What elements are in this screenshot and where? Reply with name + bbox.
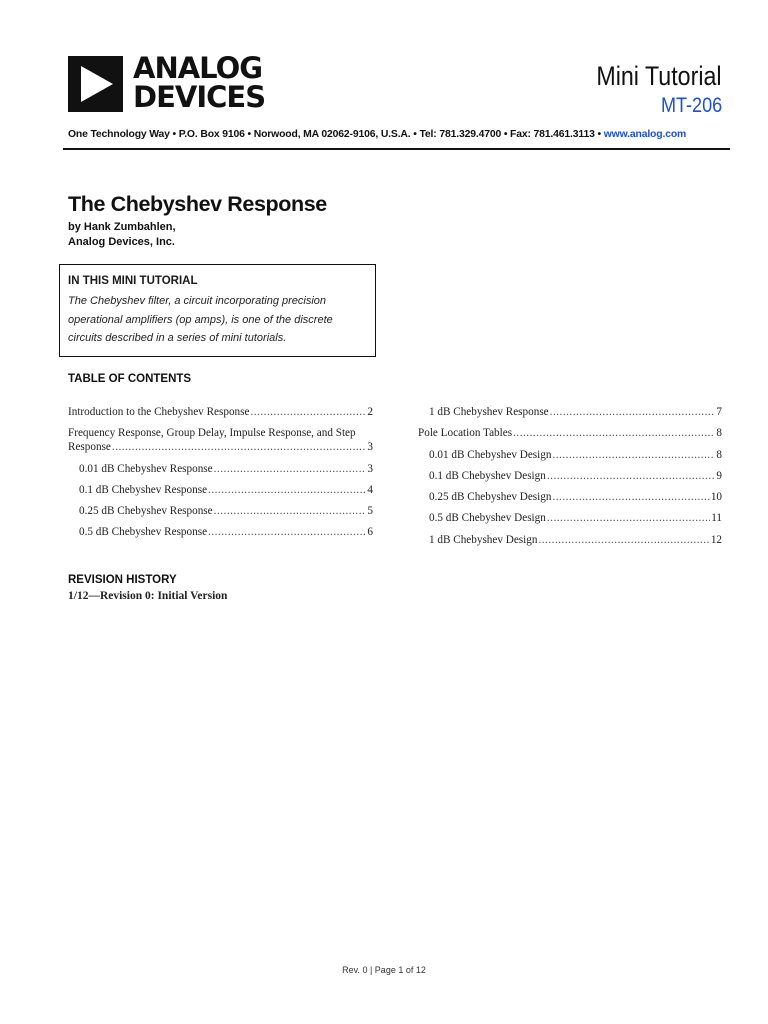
document-number: MT-206 (660, 94, 722, 117)
toc-entry-pole-location-tables[interactable] (418, 426, 722, 440)
toc-page-number: 5 (367, 505, 373, 518)
toc-heading: TABLE OF CONTENTS (68, 373, 192, 385)
author-name: by Hank Zumbahlen, (68, 221, 176, 233)
company-address (68, 128, 722, 141)
toc-entry-001db-response[interactable] (68, 462, 373, 476)
toc-page-number: 2 (367, 406, 373, 418)
author-company: Analog Devices, Inc. (68, 236, 175, 248)
revision-history-heading: REVISION HISTORY (68, 574, 177, 586)
toc-page-number: 7 (716, 406, 722, 418)
toc-entry-1db-response[interactable] (418, 405, 722, 419)
toc-entry-label: 0.5 dB Chebyshev Response (79, 526, 208, 539)
toc-page-number: 8 (716, 427, 722, 440)
logo-line-analog: ANALOG (133, 51, 263, 85)
toc-page-number: 6 (367, 526, 373, 539)
toc-dot-leader (112, 440, 367, 454)
toc-dot-leader (547, 511, 710, 525)
toc-page-number: 9 (716, 469, 722, 482)
toc-entry-025db-design[interactable] (418, 490, 722, 504)
logo-line-devices: DEVICES (133, 80, 266, 114)
toc-page-number: 8 (716, 448, 722, 461)
toc-entry-01db-response[interactable] (68, 483, 373, 497)
toc-entry-intro[interactable] (68, 405, 373, 419)
toc-left-column (68, 405, 373, 547)
toc-dot-leader (250, 405, 366, 419)
toc-dot-leader (214, 462, 367, 476)
toc-entry-label: 0.01 dB Chebyshev Design (429, 448, 552, 461)
toc-dot-leader (552, 490, 709, 504)
toc-entry-label: 0.1 dB Chebyshev Design (429, 469, 546, 482)
header-divider (63, 148, 730, 150)
toc-page-number: 10 (710, 491, 722, 504)
toc-entry-01db-design[interactable] (418, 469, 722, 483)
toc-page-number: 3 (367, 462, 373, 475)
tutorial-box-heading: IN THIS MINI TUTORIAL (68, 275, 198, 287)
toc-dot-leader (550, 405, 716, 419)
toc-dot-leader (538, 533, 709, 547)
address-text: One Technology Way • P.O. Box 9106 • Norwood, MA 02062-9106, U.S.A. • Tel: 781.329.4700 • Fax: 781.461.3113 • (68, 129, 601, 140)
toc-page-number: 4 (367, 483, 373, 496)
toc-dot-leader (552, 448, 715, 462)
play-triangle-icon (68, 56, 123, 112)
document-type: Mini Tutorial (596, 61, 722, 91)
toc-dot-leader (214, 504, 367, 518)
toc-entry-label: 0.25 dB Chebyshev Design (429, 491, 552, 504)
page-title: The Chebyshev Response (68, 192, 327, 216)
toc-right-column (418, 405, 722, 554)
toc-entry-label: 1 dB Chebyshev Response (429, 406, 549, 418)
toc-page-number: 3 (367, 441, 373, 454)
tutorial-summary-box (59, 264, 376, 357)
toc-dot-leader (208, 483, 366, 497)
toc-entry-05db-response[interactable] (68, 525, 373, 539)
toc-entry-05db-design[interactable] (418, 511, 722, 525)
toc-entry-label: Pole Location Tables (418, 427, 513, 440)
website-link[interactable]: www.analog.com (603, 129, 687, 140)
toc-entry-label: Introduction to the Chebyshev Response (68, 406, 250, 418)
toc-entry-025db-response[interactable] (68, 504, 373, 518)
toc-entry-label: 0.5 dB Chebyshev Design (429, 512, 546, 525)
toc-dot-leader (208, 525, 366, 539)
toc-dot-leader (513, 426, 715, 440)
analog-devices-logo-mark (68, 56, 123, 112)
toc-page-number: 11 (711, 512, 722, 525)
toc-entry-label: 0.25 dB Chebyshev Response (79, 505, 213, 518)
toc-entry-label: Response (68, 441, 111, 454)
revision-entry: 1/12—Revision 0: Initial Version (68, 590, 228, 602)
toc-entry-1db-design[interactable] (418, 533, 722, 547)
toc-entry-label: 1 dB Chebyshev Design (429, 533, 538, 546)
toc-entry-label-line1: Frequency Response, Group Delay, Impulse Response, and Step (68, 427, 356, 440)
toc-entry-frequency-response[interactable] (68, 426, 373, 454)
toc-entry-001db-design[interactable] (418, 448, 722, 462)
page-footer: Rev. 0 | Page 1 of 12 (342, 965, 426, 975)
logo-wordmark (133, 51, 266, 114)
tutorial-box-text: The Chebyshev filter, a circuit incorporating precision operational amplifiers (op amps), is one of the discrete circuits described in a series of mini tutorials. (68, 295, 333, 344)
toc-page-number: 12 (710, 533, 722, 546)
toc-entry-label: 0.01 dB Chebyshev Response (79, 462, 213, 475)
toc-entry-label: 0.1 dB Chebyshev Response (79, 483, 208, 496)
toc-dot-leader (547, 469, 716, 483)
byline (68, 220, 176, 250)
